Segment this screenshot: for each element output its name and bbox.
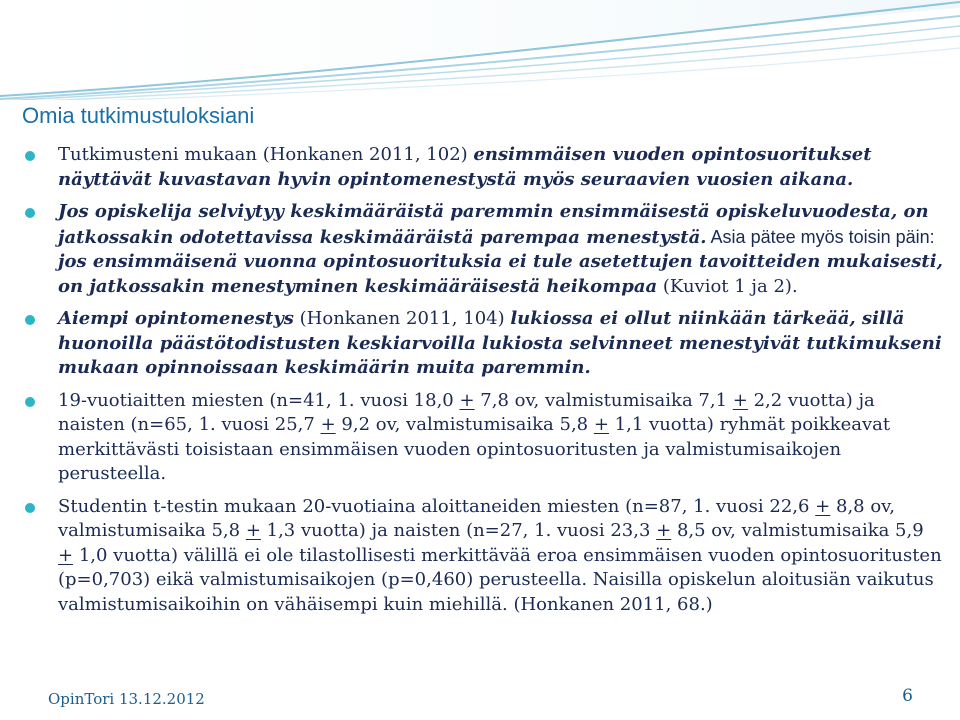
- text-run: 1,0 vuotta) välillä ei ole tilastollisesti merkittävää eroa ensimmäisen vuoden opintosuoritusten (p=0,703) eikä valmistumisaikojen (p=0,460) perusteella. Naisilla opiskelun aloitusiän vaikutus valmistumisaikoihin on vähäisempi kuin miehillä. (Honkanen 2011, 68.): [58, 544, 942, 615]
- text-run: 19-vuotiaitten miesten (n=41, 1. vuosi 18,0: [58, 389, 460, 411]
- plus-minus-sign: +: [656, 520, 672, 541]
- bullet-text: [58, 495, 944, 618]
- text-run: (Kuviot 1 ja 2).: [657, 275, 798, 297]
- text-run: Aiempi opintomenestys: [58, 308, 294, 329]
- text-run: 1,3 vuotta) ja naisten (n=27, 1. vuosi 23,3: [260, 520, 657, 541]
- bullet-text: [58, 143, 944, 192]
- text-run: Asia pätee myös toisin päin:: [706, 226, 935, 247]
- text-run: 2,2 vuotta) ja naisten (n=65, 1. vuosi 25,7: [58, 389, 875, 435]
- text-run: Tutkimusteni mukaan (Honkanen 2011, 102): [58, 144, 474, 165]
- decorative-wave-lines: [0, 0, 960, 100]
- text-run: 8,5 ov, valmistumisaika 5,9: [671, 520, 924, 541]
- plus-minus-sign: +: [459, 389, 475, 411]
- bullet-item: [22, 389, 944, 487]
- bullet-text: [58, 389, 944, 487]
- bullet-text: [58, 307, 944, 381]
- bullet-item: [22, 200, 944, 299]
- slide-title: Omia tutkimustuloksiani: [22, 103, 255, 128]
- bullet-text: [58, 200, 944, 299]
- text-run: (Honkanen 2011, 104): [293, 308, 511, 329]
- footer-event-date: OpinTori 13.12.2012: [48, 690, 205, 708]
- text-run: ensimmäisen vuoden opintosuoritukset näyttävät kuvastavan hyvin opintomenestystä myös seuraavien vuosien aikana.: [58, 144, 872, 190]
- bullet-item: [22, 143, 944, 192]
- text-run: 9,2 ov, valmistumisaika 5,8: [335, 414, 594, 435]
- page-number: 6: [902, 686, 913, 706]
- text-run: Studentin t-testin mukaan 20-vuotiaina aloittaneiden miesten (n=87, 1. vuosi 22,6: [58, 495, 816, 517]
- bullet-item: [22, 495, 944, 618]
- plus-minus-sign: +: [732, 389, 748, 411]
- text-run: 7,8 ov, valmistumisaika 7,1: [474, 389, 733, 411]
- bullet-list: [22, 143, 944, 625]
- text-run: lukiossa ei ollut niinkään tärkeää, sillä huonoilla päästötodistusten keskiarvoilla lukiosta selvinneet menestyivät tutkimukseni mukaan opinnoissaan keskimäärin muita paremmin.: [58, 308, 942, 378]
- bullet-item: [22, 307, 944, 381]
- text-run: 1,1 vuotta) ryhmät poikkeavat merkittävästi toisistaan ensimmäisen vuoden opintosuoritusten ja valmistumisaikojen perusteella.: [58, 414, 891, 484]
- plus-minus-sign: +: [815, 495, 831, 517]
- plus-minus-sign: +: [320, 414, 336, 435]
- text-run: Jos opiskelija selviytyy keskimääräistä paremmin ensimmäisestä opiskeluvuodesta, on jatkossakin odotettavissa keskimääräistä parempaa menestystä.: [58, 201, 929, 248]
- text-run: jos ensimmäisenä vuonna opintosuorituksia ei tule asetettujen tavoitteiden mukaisesti, on jatkossakin menestyminen keskimääräisestä heikompaa: [58, 251, 943, 297]
- plus-minus-sign: +: [58, 544, 74, 566]
- text-run: 8,8 ov, valmistumisaika 5,8: [58, 495, 895, 541]
- plus-minus-sign: +: [245, 520, 261, 541]
- plus-minus-sign: +: [593, 414, 609, 435]
